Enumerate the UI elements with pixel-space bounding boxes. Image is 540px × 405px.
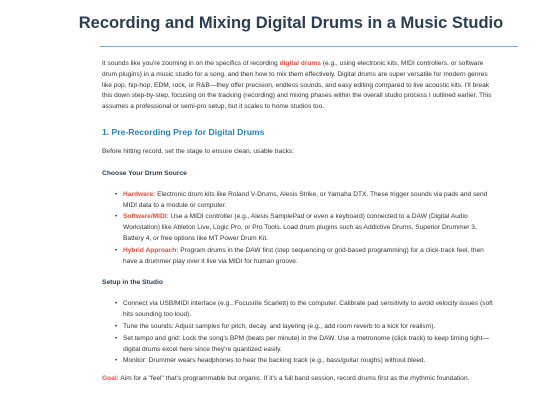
subsection-heading-drum-source: Choose Your Drum Source	[102, 169, 187, 177]
list-item	[123, 190, 498, 212]
list-item: • Connect via USB/MIDI interface (e.g., Focusrite Scarlett) to the computer. Calibrate pad sensitivity to avoid velocity issues (soft hits sounding too loud).	[123, 299, 498, 321]
goal-label: Goal:	[102, 375, 119, 383]
list-item: • Monitor: Drummer wears headphones to hear the backing track (e.g., bass/guitar roughs) without bleed.	[123, 356, 498, 367]
list-item-label: Hardware:	[123, 190, 156, 198]
list-item-text: Use a MIDI controller (e.g., Alesis SamplePad or even a keyboard) connected to a DAW (Digital Audio Workstation) like Ableton Live, Logic Pro, or Pro Tools. Load drum plugins such as Addictive Drums, Superior Drummer 3, Battery 4, or free options like MT Power Drum Kit.	[123, 213, 477, 242]
list-item	[123, 212, 498, 244]
intro-text-before: It sounds like you're zooming in on the specifics of recording	[102, 60, 280, 67]
list-item-text: Program drums in the DAW first (step sequencing or grid-based programming) for a click-track feel, then have a drummer play over it live via MIDI for human groove.	[123, 246, 484, 265]
subsection-heading-studio-setup: Setup in the Studio	[102, 279, 163, 287]
goal-paragraph	[102, 374, 498, 385]
section-lead: Before hitting record, set the stage to ensure clean, usable tracks:	[102, 147, 295, 155]
list-item: • Tune the sounds: Adjust samples for pitch, decay, and layering (e.g., add room reverb to a kick for realism).	[123, 322, 498, 333]
intro-highlight: digital drums	[279, 60, 321, 67]
page-title: Recording and Mixing Digital Drums in a Music Studio	[78, 14, 504, 32]
drum-source-list	[102, 190, 498, 268]
intro-text-after: (e.g., using electronic kits, MIDI controllers, or software drum plugins) in a music studio for a song, and then how to mix them effectively. Digital drums are super versatile for modern genres like pop, hip-hop, EDM, rock, or R&B—they offer precision, endless sounds, and easy editing compared to live acoustic kits. I'll break this down step-by-step, focusing on the tracking (recording) and mixing phases within the overall studio process I outlined earlier. This assumes a professional or semi-pro setup, but it scales to home studios too.	[102, 60, 492, 111]
studio-setup-list	[102, 299, 498, 367]
intro-paragraph	[102, 59, 498, 113]
list-item: • Set tempo and grid: Lock the song's BPM (beats per minute) in the DAW. Use a metronome (click track) to keep timing tight—digital drums excel here since they're quantized easily.	[123, 334, 498, 356]
list-item-text: Electronic drum kits like Roland V-Drums, Alesis Strike, or Yamaha DTX. These trigger sounds via pads and send MIDI data to a module or computer.	[123, 190, 488, 209]
list-item	[123, 246, 498, 268]
goal-text: Aim for a "feel" that's programmable but organic. If it's a full band session, record drums first as the rhythmic foundation.	[118, 375, 470, 383]
list-item-label: Software/MIDI:	[123, 213, 169, 221]
list-item-label: Hybrid Approach:	[123, 246, 179, 254]
section-heading: 1. Pre-Recording Prep for Digital Drums	[102, 126, 265, 137]
title-divider	[100, 46, 518, 47]
